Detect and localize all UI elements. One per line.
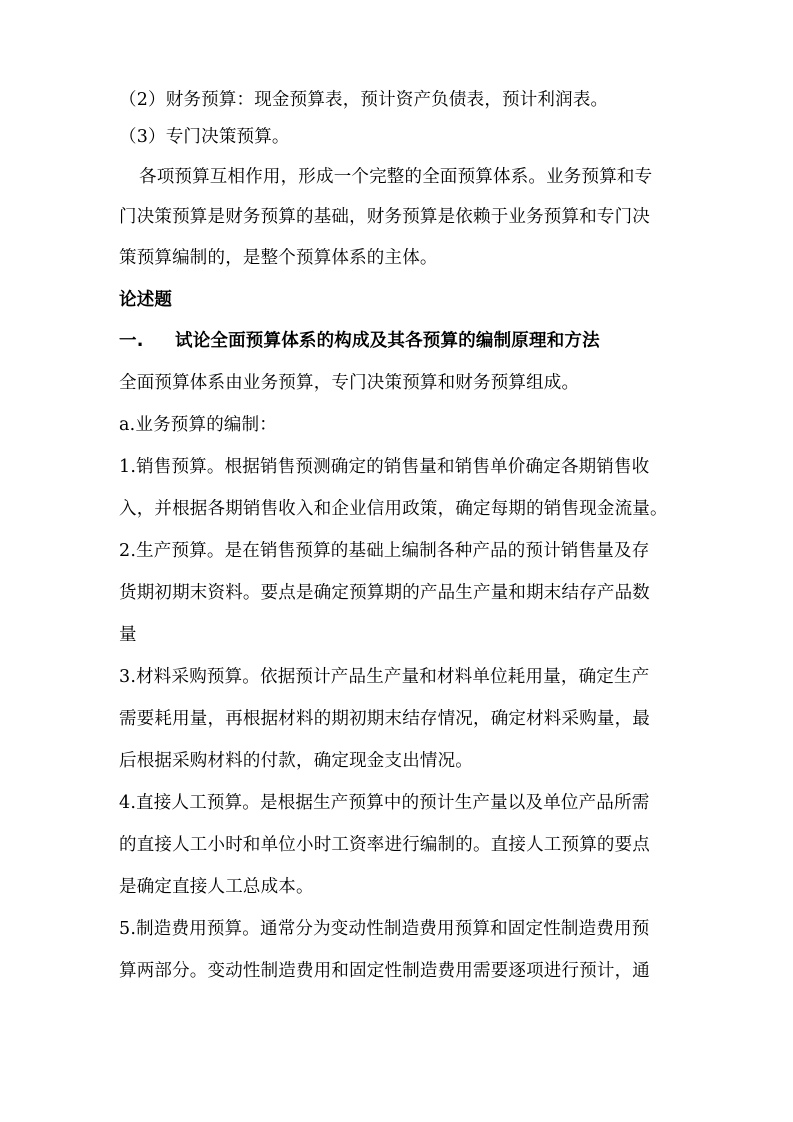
- paragraph-line-2: 门决策预算是财务预算的基础，财务预算是依赖于业务预算和专门决: [119, 207, 650, 227]
- text-line-financial-budget: （2）财务预算：现金预算表，预计资产负债表，预计利润表。: [119, 90, 609, 110]
- body-line-7: 量: [119, 625, 137, 645]
- body-line-15: 算两部分。变动性制造费用和固定性制造费用需要逐项进行预计，通: [119, 961, 650, 981]
- body-line-2: a.业务预算的编制：: [119, 415, 277, 435]
- body-line-10: 后根据采购材料的付款，确定现金支出情况。: [119, 751, 473, 771]
- body-line-8: 3.材料采购预算。依据预计产品生产量和材料单位耗用量，确定生产: [119, 667, 650, 687]
- body-line-9: 需要耗用量，再根据材料的期初期末结存情况，确定材料采购量，最: [119, 709, 650, 729]
- body-line-12: 的直接人工小时和单位小时工资率进行编制的。直接人工预算的要点: [119, 835, 650, 855]
- paragraph-line-1: 各项预算互相作用，形成一个完整的全面预算体系。业务预算和专: [139, 167, 653, 187]
- text-line-special-decision-budget: （3）专门决策预算。: [119, 127, 290, 147]
- paragraph-line-3: 策预算编制的，是整个预算体系的主体。: [119, 248, 438, 268]
- body-line-11: 4.直接人工预算。是根据生产预算中的预计生产量以及单位产品所需: [119, 793, 650, 813]
- question-text: 试论全面预算体系的构成及其各预算的编制原理和方法: [175, 331, 600, 351]
- body-line-3: 1.销售预算。根据销售预测确定的销售量和销售单价确定各期销售收: [119, 457, 650, 477]
- document-content: [119, 84, 685, 998]
- question-heading: [119, 320, 685, 362]
- body-line-1: 全面预算体系由业务预算，专门决策预算和财务预算组成。: [119, 373, 580, 393]
- question-number: 一.: [119, 331, 144, 351]
- body-line-5: 2.生产预算。是在销售预算的基础上编制各种产品的预计销售量及存: [119, 541, 650, 561]
- body-line-6: 货期初期末资料。要点是确定预算期的产品生产量和期末结存产品数: [119, 583, 650, 603]
- body-line-13: 是确定直接人工总成本。: [119, 877, 314, 897]
- body-line-14: 5.制造费用预算。通常分为变动性制造费用预算和固定性制造费用预: [119, 919, 650, 939]
- section-title: 论述题: [119, 290, 173, 310]
- body-line-4: 入，并根据各期销售收入和企业信用政策，确定每期的销售现金流量。: [119, 499, 668, 519]
